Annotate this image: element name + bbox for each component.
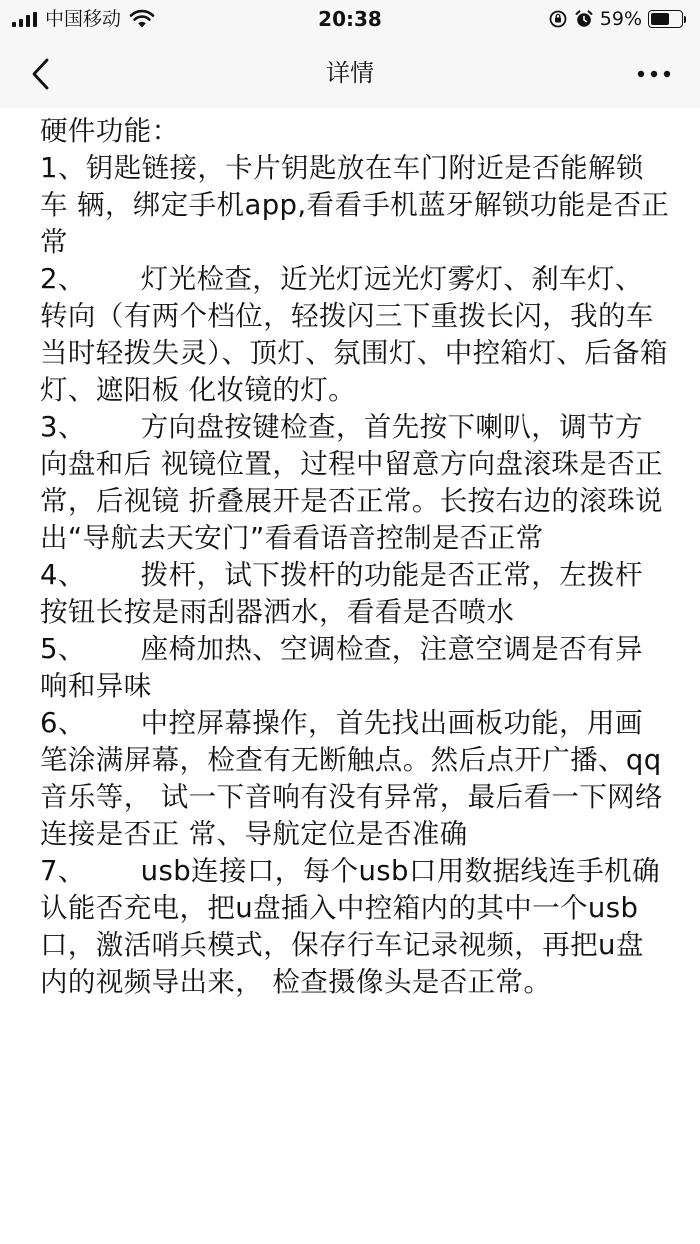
ellipsis-icon [637,70,671,78]
article-paragraph-1: 1、钥匙链接，卡片钥匙放在车门附近是否能解锁车 辆，绑定手机app,看看手机蓝牙解锁功能是否正常 [40,152,670,258]
page-title: 详情 [326,59,374,87]
article-paragraph-2: 2、 灯光检查，近光灯远光灯雾灯、刹车灯、转向（有两个档位，轻拨闪三下重拨长闪，我的车当时轻拨失灵）、顶灯、氛围灯、中控箱灯、后备箱灯、遮阳板 化妆镜的灯。 [40,263,668,406]
orientation-lock-icon [548,9,568,29]
battery-icon [648,10,686,28]
article-content [40,113,670,1001]
article-paragraph-6: 6、 中控屏幕操作，首先找出画板功能，用画笔涂满屏幕，检查有无断触点。然后点开广播、qq音乐等， 试一下音响有没有异常，最后看一下网络连接是否正 常、导航定位是否准确 [40,707,663,850]
status-time: 20:38 [318,7,382,31]
article-paragraph-4: 4、 拨杆，试下拨杆的功能是否正常，左拨杆按钮长按是雨刮器洒水，看看是否喷水 [40,559,643,628]
article-heading: 硬件功能： [40,115,180,147]
battery-percent: 59% [599,8,642,30]
status-right [548,6,686,32]
alarm-icon [574,9,594,29]
navigation-bar [0,40,700,108]
article-paragraph-5: 5、 座椅加热、空调检查，注意空调是否有异响和异味 [40,633,643,702]
carrier-name: 中国移动 [45,8,122,30]
article-paragraph-7: 7、 usb连接口，每个usb口用数据线连手机确认能否充电，把u盘插入中控箱内的其中一个usb口，激活哨兵模式，保存行车记录视频，再把u盘内的视频导出来， 检查摄像头是否正常。 [40,855,660,998]
more-button[interactable] [634,58,674,90]
article-paragraph-3: 3、 方向盘按键检查，首先按下喇叭，调节方向盘和后 视镜位置，过程中留意方向盘滚珠是否正常，后视镜 折叠展开是否正常。长按右边的滚珠说出“导航去天安门”看看语音控制是否正常 [40,411,663,554]
status-bar [0,0,700,40]
